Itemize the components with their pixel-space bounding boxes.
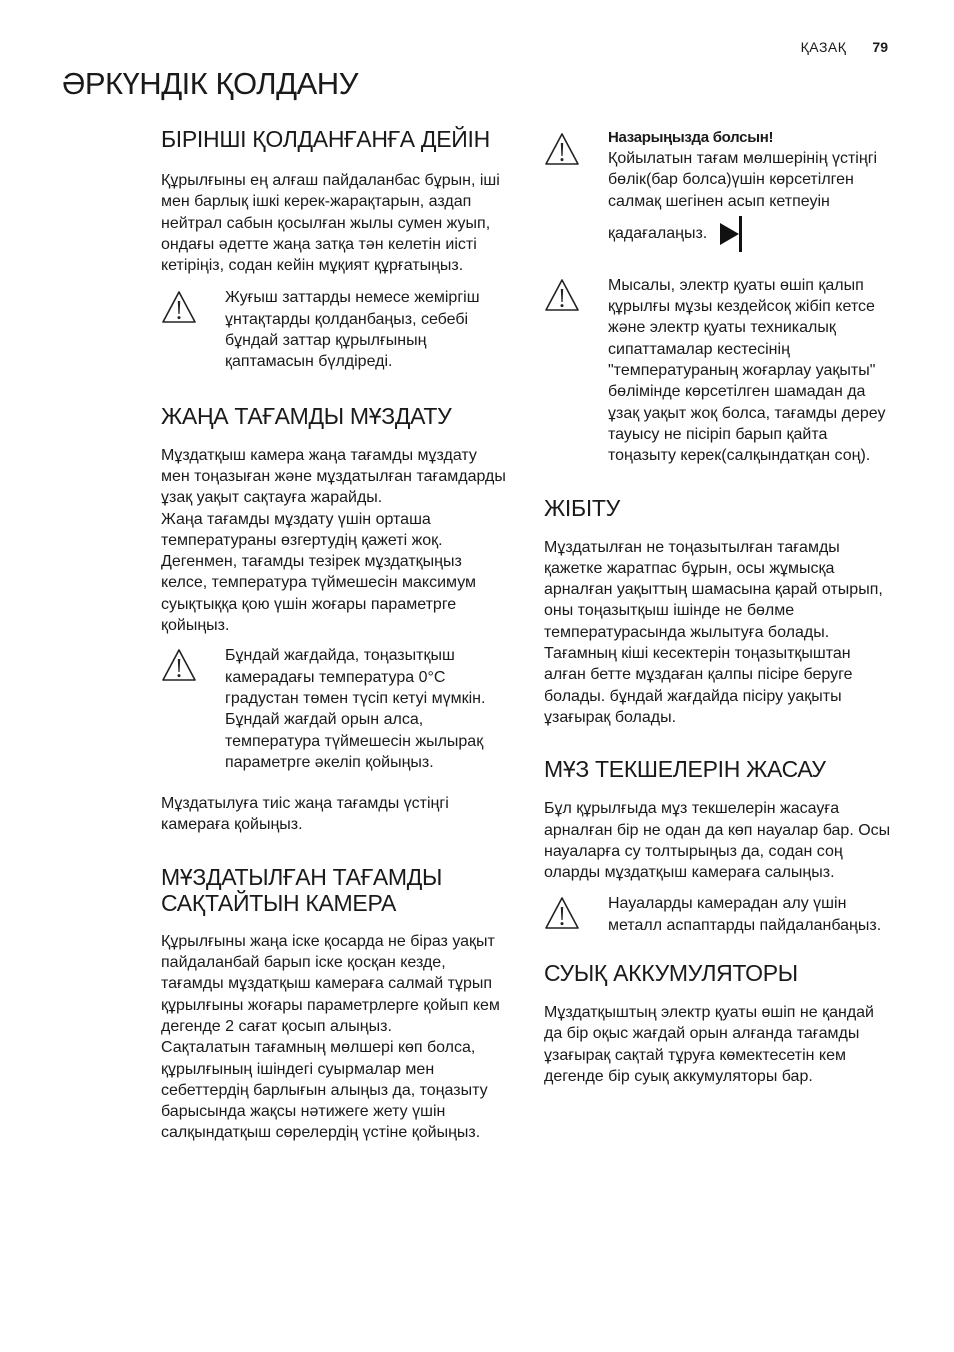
warning-line: бұндай заттар құрылғының bbox=[225, 332, 427, 350]
text-line: ұзақ уақыт сақтауға жарайды. bbox=[161, 489, 383, 507]
text-line: пайдаланбай барып іске қосқан кезде, bbox=[161, 954, 446, 972]
warning-line: камерадағы температура 0°C bbox=[225, 668, 446, 686]
text-line: ондағы әдетте жаңа затқа тән келетін иісті bbox=[161, 235, 477, 253]
warning-line: параметрге әкеліп қойыңыз. bbox=[225, 753, 434, 771]
page-number: 79 bbox=[872, 39, 888, 55]
warning-line: құрылғы мұзы кездейсоқ жібіп кетсе bbox=[608, 298, 875, 316]
text-line: қойыңыз. bbox=[161, 617, 230, 635]
section-heading-thawing: ЖІБІТУ bbox=[544, 494, 620, 521]
text-line: болады. бұндай жағдайда пісіру уақыты bbox=[544, 687, 842, 705]
text-line: Мұздатылған не тоңазытылған тағамды bbox=[544, 538, 840, 556]
warning-triangle-icon bbox=[544, 132, 580, 166]
section-heading-cold-accumulators: СУЫҚ АККУМУЛЯТОРЫ bbox=[544, 960, 798, 987]
text-line: мен барлық ішкі керек-жарақтарын, аздап bbox=[161, 193, 472, 211]
text-line: келсе, температура түймешесін максимум bbox=[161, 574, 477, 592]
warning-line: градустан төмен түсіп кетуі мүмкін. bbox=[225, 689, 486, 707]
warning-triangle-icon bbox=[161, 648, 197, 682]
text-line: құрылғыны жоғары параметрлерге қойып кем bbox=[161, 996, 500, 1014]
warning-line: ұзақ уақыт жоқ болса, тағамды дереу bbox=[608, 404, 886, 422]
warning-line: Бұндай жағдайда, тоңазытқыш bbox=[225, 647, 455, 665]
warning-line: Жуғыш заттарды немесе жеміргіш bbox=[225, 289, 480, 307]
caution-line: Қойылатын тағам мөлшерінің үстіңгі bbox=[608, 150, 878, 167]
warning-triangle-icon bbox=[161, 290, 197, 324]
heading-line: САҚТАЙТЫН КАМЕРА bbox=[161, 889, 396, 916]
warning-line: Мысалы, электр қуаты өшіп қалып bbox=[608, 276, 864, 294]
text-line: кетіріңіз, содан кейін мұқият құрғатыңыз. bbox=[161, 257, 464, 275]
section-heading-ice-cubes: МҰЗ ТЕКШЕЛЕРІН ЖАСАУ bbox=[544, 756, 826, 783]
text-line: Сақталатын тағамның мөлшері көп болса, bbox=[161, 1039, 476, 1057]
text-line: да бір оқыс жағдай орын алғанда тағамды bbox=[544, 1025, 860, 1043]
warning-block bbox=[544, 893, 896, 936]
thawing-text bbox=[544, 537, 896, 729]
text-line: Мұздатылуға тиіс жаңа тағамды үстіңгі bbox=[161, 795, 449, 813]
text-line: Мұздатқыштың электр қуаты өшіп не қандай bbox=[544, 1004, 874, 1022]
text-line: камераға қойыңыз. bbox=[161, 816, 303, 834]
caution-title: Назарыңызда болсын! bbox=[608, 129, 774, 146]
text-line: Мұздатқыш камера жаңа тағамды мұздату bbox=[161, 446, 477, 464]
page-header bbox=[801, 39, 888, 55]
text-line: температураны өзгертудің қажеті жоқ. bbox=[161, 531, 443, 549]
text-line: арналған бір не одан да көп науалар бар. Осы bbox=[544, 821, 891, 839]
text-line: тағамды мұздатқыш камераға салмай тұрып bbox=[161, 975, 493, 993]
warning-block bbox=[161, 287, 516, 372]
warning-triangle-icon bbox=[544, 278, 580, 312]
left-column bbox=[161, 122, 516, 1144]
caution-block bbox=[544, 127, 896, 253]
text-line: салқындатқыш сөрелердің үстіне қойыңыз. bbox=[161, 1124, 481, 1142]
text-line: Бұл құрылғыда мұз текшелерін жасауға bbox=[544, 800, 840, 818]
warning-line: бөлімінде көрсетілген шамадан да bbox=[608, 383, 866, 401]
ice-cubes-text bbox=[544, 798, 896, 883]
caution-line: салмақ шегінен асып кетпеуін bbox=[608, 192, 830, 210]
fresh-freezing-text bbox=[161, 445, 516, 637]
text-line: қажетке жаратпас бұрын, осы жұмысқа bbox=[544, 559, 835, 577]
warning-line: ұнтақтарды қолданбаңыз, себебі bbox=[225, 310, 469, 328]
text-line: оны тоңазытқыш ішінде не бөлме bbox=[544, 602, 795, 620]
fresh-freezing-after-text bbox=[161, 793, 516, 836]
text-line: мен тоңазыған және мұздатылған тағамдарды bbox=[161, 467, 506, 485]
text-line: нейтрал сабын қосылған жылы сумен жуып, bbox=[161, 214, 491, 232]
section-heading-first-use: БІРІНШІ ҚОЛДАНҒАНҒА ДЕЙІН bbox=[161, 126, 490, 152]
warning-line: "температураның жоғарлау уақыты" bbox=[608, 362, 876, 380]
warning-line: сипаттамалар кестесінің bbox=[608, 340, 790, 358]
text-line: құрылғының ішіндегі суырмалар мен bbox=[161, 1060, 435, 1078]
warning-triangle-icon bbox=[544, 896, 580, 930]
warning-line: температура түймешесін жылырақ bbox=[225, 732, 484, 750]
caution-line-with-mark bbox=[608, 215, 896, 253]
text-line: ұзағырақ сақтай тұруға көмектесетін кем bbox=[544, 1046, 846, 1064]
warning-block bbox=[544, 275, 896, 467]
page-title: ӘРКҮНДІК ҚОЛДАНУ bbox=[62, 66, 358, 101]
text-line: Дегенмен, тағамды тезірек мұздатқыңыз bbox=[161, 553, 462, 571]
section-heading-frozen-storage bbox=[161, 864, 516, 916]
text-line: Құрылғыны жаңа іске қосарда не біраз уақыт bbox=[161, 932, 495, 950]
warning-line: қаптамасын бүлдіреді. bbox=[225, 353, 393, 371]
text-line: науаларға су толтырыңыз да, содан соң bbox=[544, 842, 843, 860]
text-line: барысында жақсы нәтижеге жету үшін bbox=[161, 1103, 446, 1121]
text-line: Құрылғыны ең алғаш пайдаланбас бұрын, іші bbox=[161, 172, 500, 189]
warning-line: Науаларды камерадан алу үшін bbox=[608, 895, 847, 913]
warning-line: тоңазыту керек(салқындатқан соң). bbox=[608, 447, 871, 465]
frozen-storage-text bbox=[161, 931, 516, 1144]
warning-block bbox=[161, 645, 516, 773]
section-heading-fresh-freezing: ЖАҢА ТАҒАМДЫ МҰЗДАТУ bbox=[161, 402, 452, 429]
text-line: себеттердің барлығын алыңыз да, тоңазыту bbox=[161, 1081, 488, 1099]
text-line: Жаңа тағамды мұздату үшін орташа bbox=[161, 510, 431, 528]
text-line: дегенде бір суық аккумуляторы бар. bbox=[544, 1067, 813, 1085]
warning-line: Бұндай жағдай орын алса, bbox=[225, 711, 424, 729]
text-line: ұзағырақ болады. bbox=[544, 708, 677, 726]
first-use-text bbox=[161, 170, 516, 276]
caution-line: бөлік(бар болса)үшін көрсетілген bbox=[608, 171, 854, 189]
language-label: ҚАЗАҚ bbox=[800, 39, 847, 55]
heading-line: МҰЗДАТЫЛҒАН ТАҒАМДЫ bbox=[161, 863, 443, 890]
text-line: алған бетте мұздаған қалпы пісіре беруге bbox=[544, 666, 853, 684]
right-column bbox=[544, 122, 896, 1087]
text-line: суықтыққа қою үшін жоғары параметрге bbox=[161, 595, 457, 613]
text-line: температурасында жылытуға болады. bbox=[544, 623, 830, 641]
warning-line: тауысу не пісіріп барып қайта bbox=[608, 425, 828, 443]
caution-line: қадағалаңыз. bbox=[608, 225, 708, 243]
warning-line: және электр қуаты техникалық bbox=[608, 319, 836, 337]
level-limit-icon bbox=[718, 215, 744, 253]
warning-line: металл аспаптарды пайдаланбаңыз. bbox=[608, 916, 882, 934]
text-line: дегенде 2 сағат қосып алыңыз. bbox=[161, 1017, 392, 1035]
text-line: оларды мұздатқыш камераға салыңыз. bbox=[544, 864, 835, 882]
text-line: арналған уақыттың шамасына қарай отырып, bbox=[544, 581, 883, 599]
cold-accumulators-text bbox=[544, 1002, 896, 1087]
text-line: Тағамның кіші кесектерін тоңазытқыштан bbox=[544, 645, 851, 663]
